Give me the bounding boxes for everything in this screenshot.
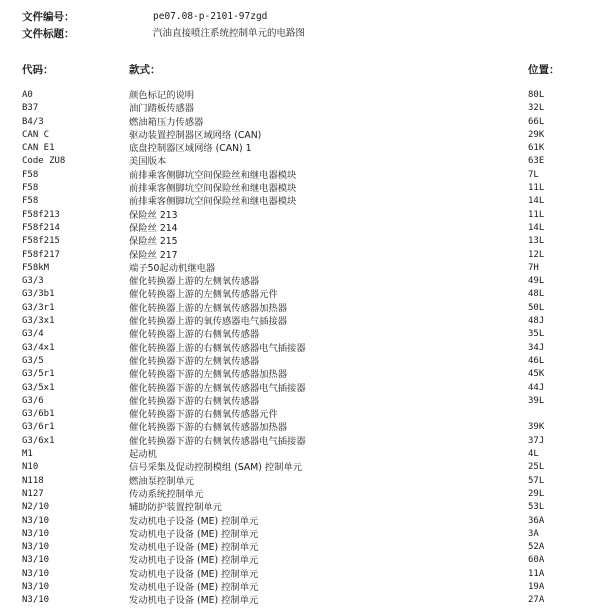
code-cell: G3/6b1 — [22, 409, 55, 420]
model-cell: 催化转换器上游的左侧氧传感器加热器 — [129, 302, 288, 314]
code-cell: N3/10 — [22, 528, 50, 539]
table-row — [0, 395, 609, 408]
file-title-value: 汽油直接喷注系统控制单元的电路图 — [153, 28, 306, 39]
code-cell: N127 — [22, 488, 44, 499]
table-row — [0, 568, 609, 581]
model-cell: 燃油泵控制单元 — [129, 475, 195, 487]
model-cell: 端子50起动机继电器 — [129, 262, 216, 274]
table-row — [0, 262, 609, 275]
table-row — [0, 102, 609, 115]
table-row — [0, 342, 609, 355]
model-cell: 催化转换器上游的左侧氧传感器 — [129, 276, 260, 288]
model-cell: 发动机电子设备 (ME) 控制单元 — [129, 528, 259, 540]
table-row — [0, 89, 609, 102]
position-cell: 57L — [528, 475, 545, 486]
position-cell: 36A — [528, 515, 545, 526]
model-cell: 颜色标记的说明 — [129, 90, 195, 101]
position-cell: 12L — [528, 249, 545, 260]
table-row — [0, 368, 609, 381]
table-row — [0, 594, 609, 607]
position-cell: 63E — [528, 156, 545, 167]
file-number-label: 文件编号： — [22, 11, 75, 23]
table-row — [0, 142, 609, 155]
model-cell: 油门踏板传感器 — [129, 103, 195, 115]
table-row — [0, 315, 609, 328]
position-cell: 37J — [528, 435, 545, 446]
table-row — [0, 421, 609, 434]
code-cell: G3/5r1 — [22, 369, 55, 380]
model-cell: 保险丝 214 — [129, 222, 178, 234]
position-cell: 13L — [528, 236, 545, 247]
model-cell: 信号采集及促动控制模组 (SAM) 控制单元 — [129, 462, 303, 474]
model-cell: 前排乘客侧脚坑空间保险丝和继电器模块 — [129, 169, 297, 181]
table-row — [0, 448, 609, 461]
position-cell: 11L — [528, 209, 545, 220]
model-cell: 催化转换器上游的右侧氧传感器 — [129, 329, 260, 341]
position-cell: 7L — [528, 169, 539, 180]
file-number-value: pe07.08-p-2101-97zgd — [153, 11, 268, 22]
code-cell: F58f217 — [22, 249, 60, 260]
code-cell: N3/10 — [22, 581, 50, 592]
table-row — [0, 195, 609, 208]
code-cell: N3/10 — [22, 595, 50, 606]
model-cell: 传动系统控制单元 — [129, 488, 204, 500]
position-cell: 11L — [528, 183, 545, 194]
position-cell: 7H — [528, 262, 539, 273]
table-row — [0, 382, 609, 395]
code-cell: G3/3x1 — [22, 316, 55, 327]
code-cell: Code ZU8 — [22, 156, 66, 167]
code-cell: G3/3b1 — [22, 289, 55, 300]
table-row — [0, 461, 609, 474]
table-row — [0, 541, 609, 554]
position-cell: 14L — [528, 196, 545, 207]
position-cell: 32L — [528, 103, 545, 114]
position-cell: 44J — [528, 382, 545, 393]
code-cell: N118 — [22, 475, 44, 486]
code-cell: F58 — [22, 169, 39, 180]
position-cell: 66L — [528, 116, 545, 127]
position-cell: 25L — [528, 462, 545, 473]
position-cell: 48J — [528, 316, 545, 327]
code-cell: A0 — [22, 90, 33, 100]
position-cell: 29L — [528, 488, 545, 499]
position-cell: 50L — [528, 302, 545, 313]
code-cell: G3/6 — [22, 395, 44, 406]
model-cell: 发动机电子设备 (ME) 控制单元 — [129, 595, 259, 607]
table-row — [0, 515, 609, 528]
table-row — [0, 302, 609, 315]
table-row — [0, 475, 609, 488]
table-row — [0, 116, 609, 129]
model-cell: 保险丝 213 — [129, 209, 178, 221]
code-cell: F58f215 — [22, 236, 60, 247]
code-cell: G3/3 — [22, 276, 44, 287]
position-cell: 27A — [528, 595, 545, 606]
code-cell: M1 — [22, 449, 33, 460]
code-cell: CAN E1 — [22, 143, 55, 154]
code-cell: N3/10 — [22, 568, 50, 579]
model-cell: 底盘控制器区域网络 (CAN) 1 — [129, 143, 252, 155]
model-cell: 催化转换器下游的右侧氧传感器 — [129, 395, 260, 407]
model-cell: 保险丝 217 — [129, 249, 178, 261]
table-row — [0, 488, 609, 501]
code-cell: F58 — [22, 196, 39, 207]
file-title-label: 文件标题： — [22, 28, 75, 40]
model-cell: 催化转换器下游的左侧氧传感器加热器 — [129, 369, 288, 381]
position-column-header: 位置： — [528, 64, 560, 76]
model-cell: 催化转换器上游的氧传感器电气插接器 — [129, 316, 288, 328]
position-cell: 61K — [528, 143, 545, 154]
component-table — [0, 89, 609, 608]
position-cell: 34J — [528, 342, 545, 353]
position-cell: 11A — [528, 568, 545, 579]
position-cell: 45K — [528, 369, 545, 380]
code-cell: B4/3 — [22, 116, 44, 127]
model-cell: 发动机电子设备 (ME) 控制单元 — [129, 542, 259, 554]
position-cell: 46L — [528, 355, 545, 366]
model-cell: 催化转换器下游的右侧氧传感器元件 — [129, 409, 278, 421]
code-cell: N3/10 — [22, 515, 50, 526]
model-cell: 催化转换器上游的左侧氧传感器元件 — [129, 289, 278, 301]
model-cell: 发动机电子设备 (ME) 控制单元 — [129, 555, 259, 567]
position-cell: 19A — [528, 581, 545, 592]
code-cell: G3/5x1 — [22, 382, 55, 393]
position-cell: 39K — [528, 422, 545, 433]
table-row — [0, 222, 609, 235]
code-cell: G3/6r1 — [22, 422, 55, 433]
position-cell: 52A — [528, 542, 545, 553]
model-cell: 发动机电子设备 (ME) 控制单元 — [129, 581, 259, 593]
table-header — [0, 63, 609, 77]
code-cell: N3/10 — [22, 555, 50, 566]
table-row — [0, 408, 609, 421]
code-cell: G3/4x1 — [22, 342, 55, 353]
position-cell: 35L — [528, 329, 545, 340]
table-row — [0, 501, 609, 514]
model-cell: 催化转换器上游的右侧氧传感器电气插接器 — [129, 342, 306, 354]
table-row — [0, 129, 609, 142]
position-cell: 39L — [528, 395, 545, 406]
code-cell: G3/4 — [22, 329, 44, 340]
code-cell: F58 — [22, 183, 39, 194]
table-row — [0, 169, 609, 182]
table-row — [0, 275, 609, 288]
model-cell: 催化转换器下游的左侧氧传感器电气插接器 — [129, 382, 306, 394]
table-row — [0, 435, 609, 448]
position-cell: 3A — [528, 528, 539, 539]
table-row — [0, 554, 609, 567]
table-row — [0, 182, 609, 195]
model-cell: 前排乘客侧脚坑空间保险丝和继电器模块 — [129, 183, 297, 195]
code-cell: G3/5 — [22, 355, 44, 366]
model-cell: 起动机 — [129, 449, 157, 461]
table-row — [0, 581, 609, 594]
position-cell: 80L — [528, 90, 545, 100]
table-row — [0, 288, 609, 301]
code-cell: F58f213 — [22, 209, 60, 220]
model-cell: 催化转换器下游的左侧氧传感器 — [129, 355, 260, 367]
model-cell: 发动机电子设备 (ME) 控制单元 — [129, 515, 259, 527]
code-cell: F58f214 — [22, 222, 60, 233]
model-column-header: 款式： — [129, 64, 161, 76]
code-cell: N10 — [22, 462, 39, 473]
model-cell: 保险丝 215 — [129, 236, 178, 248]
table-row — [0, 209, 609, 222]
model-cell: 驱动装置控制器区域网络 (CAN) — [129, 129, 262, 141]
code-cell: G3/6x1 — [22, 435, 55, 446]
model-cell: 辅助防护装置控制单元 — [129, 502, 222, 514]
code-cell: B37 — [22, 103, 39, 114]
model-cell: 美国版本 — [129, 156, 167, 168]
position-cell: 14L — [528, 222, 545, 233]
code-cell: F58kM — [22, 262, 50, 273]
model-cell: 前排乘客侧脚坑空间保险丝和继电器模块 — [129, 196, 297, 208]
position-cell: 49L — [528, 276, 545, 287]
table-row — [0, 528, 609, 541]
table-row — [0, 249, 609, 262]
code-cell: G3/3r1 — [22, 302, 55, 313]
table-row — [0, 355, 609, 368]
model-cell: 发动机电子设备 (ME) 控制单元 — [129, 568, 259, 580]
table-row — [0, 235, 609, 248]
position-cell: 48L — [528, 289, 545, 300]
model-cell: 燃油箱压力传感器 — [129, 116, 204, 128]
position-cell: 29K — [528, 129, 545, 140]
code-cell: N3/10 — [22, 542, 50, 553]
code-column-header: 代码： — [22, 64, 54, 76]
code-cell: CAN C — [22, 129, 50, 140]
position-cell: 60A — [528, 555, 545, 566]
table-row — [0, 328, 609, 341]
model-cell: 催化转换器下游的右侧氧传感器加热器 — [129, 422, 288, 434]
position-cell: 53L — [528, 502, 545, 513]
position-cell: 4L — [528, 449, 539, 460]
table-row — [0, 155, 609, 168]
code-cell: N2/10 — [22, 502, 50, 513]
model-cell: 催化转换器下游的右侧氧传感器电气插接器 — [129, 435, 306, 447]
